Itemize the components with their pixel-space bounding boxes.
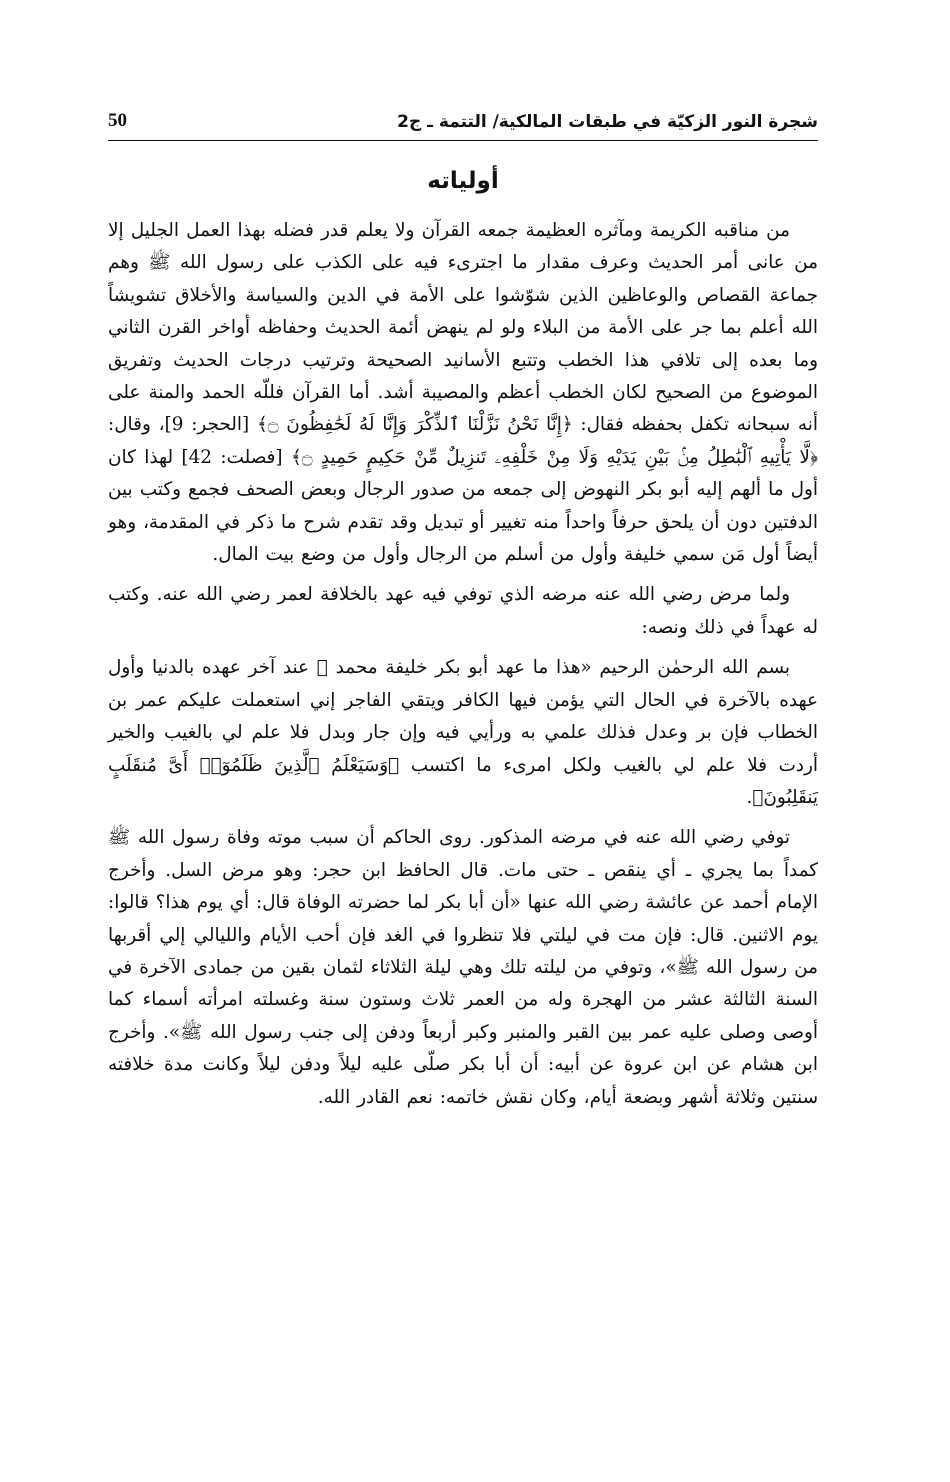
book-title: شجرة النور الزكيّة في طبقات المالكية/ التتمة ـ ج2 [397,112,818,132]
page-number: 50 [108,110,127,131]
book-page [108,108,818,1114]
paragraph-death: توفي رضي الله عنه في مرضه المذكور. روى الحاكم أن سبب موته وفاة رسول الله ﷺ كمداً بما يجري ـ أي ينقص ـ حتى مات. قال الحافظ ابن حجر: وهو مرض السل. وأخرج الإمام أحمد عن عائشة رضي الله عنها «أن أبا بكر لما حضرته الوفاة قال: أي يوم هذا؟ قالوا: يوم الاثنين. قال: فإن مت في ليلتي فلا تنظروا في الغد فإن أحب الأيام والليالي إلي أقربها من رسول الله ﷺ»، وتوفي من ليلته تلك وهي ليلة الثلاثاء لثمان بقين من جمادى الآخرة في السنة الثالثة عشر من الهجرة وله من العمر ثلاث وستون سنة وغسلته امرأته أسماء كما أوصى وصلى عليه عمر بين القبر والمنبر وكبر أربعاً ودفن إلى جنب رسول الله ﷺ». وأخرج ابن هشام عن ابن عروة عن أبيه: أن أبا بكر صلّى عليه ليلاً ودفن ليلاً وكانت مدة خلافته سنتين وثلاثة أشهر وبضعة أيام، وكان نقش خاتمه: نعم القادر الله. [108,827,818,1108]
section-title: أولياته [427,168,499,194]
paragraph-succession: ولما مرض رضي الله عنه مرضه الذي توفي فيه عهد بالخلافة لعمر رضي الله عنه. وكتب له عهداً في ذلك ونصه: [108,584,818,638]
paragraph-covenant: بسم الله الرحمٰن الرحيم «هذا ما عهد أبو بكر خليفة محمد ﷺ عند آخر عهده بالدنيا وأول عهده بالآخرة في الحال التي يؤمن فيها الكافر ويتقي الفاجر إني استعملت عليكم عمر بن الخطاب فإن بر وعدل فذلك علمي به ورأيي فيه وإن جار وبدل فلا علم لي بالغيب والخير أردت فلا علم لي بالغيب ولكل امرىء ما اكتسب ﴿وَسَيَعْلَمُ ٱلَّذِينَ ظَلَمُوٓا۟ أَىَّ مُنقَلَبٍ يَنقَلِبُونَ﴾. [108,657,818,808]
paragraph-merits: من مناقبه الكريمة ومآثره العظيمة جمعه القرآن ولا يعلم قدر فضله بهذا العمل الجليل إلا من عانى أمر الحديث وعرف مقدار ما اجترىء فيه على الكذب على رسول الله ﷺ وهم جماعة القصاص والوعاظين الذين شوّشوا على الأمة في الدين والسياسة والأخلاق تشويشاً الله أعلم بما جر على الأمة من البلاء ولو لم ينهض أئمة الحديث وحفاظه أواخر القرن الثاني وما بعده إلى تلافي هذا الخطب وتتبع الأسانيد الصحيحة وترتيب درجات الحديث وتفريق الموضوع من الصحيح لكان الخطب أعظم والمصيبة أشد. أما القرآن فللّه الحمد والمنة على أنه سبحانه تكفل بحفظه فقال: ﴿إِنَّا نَحْنُ نَزَّلْنَا ٱلذِّكْرَ وَإِنَّا لَهُ لَحَٰفِظُونَ ۝﴾ [الحجر: 9]، وقال: ﴿لَّا يَأْتِيهِ ٱلْبَٰطِلُ مِنۢ بَيْنِ يَدَيْهِ وَلَا مِنْ خَلْفِهِۦ تَنزِيلٌ مِّنْ حَكِيمٍ حَمِيدٍ ۝﴾ [فصلت: 42] لهذا كان أول ما ألهم إليه أبو بكر النهوض إلى جمعه من صدور الرجال وبعض الصحف فجمع وكتب بين الدفتين دون أن يلحق حرفاً واحداً منه تغيير أو تبديل وقد تقدم شرح ما ذكر في المقدمة، وهو أيضاً أول مَن سمي خليفة وأول من أسلم من الرجال وأول من وضع بيت المال. [108,220,818,566]
running-header [108,108,818,141]
